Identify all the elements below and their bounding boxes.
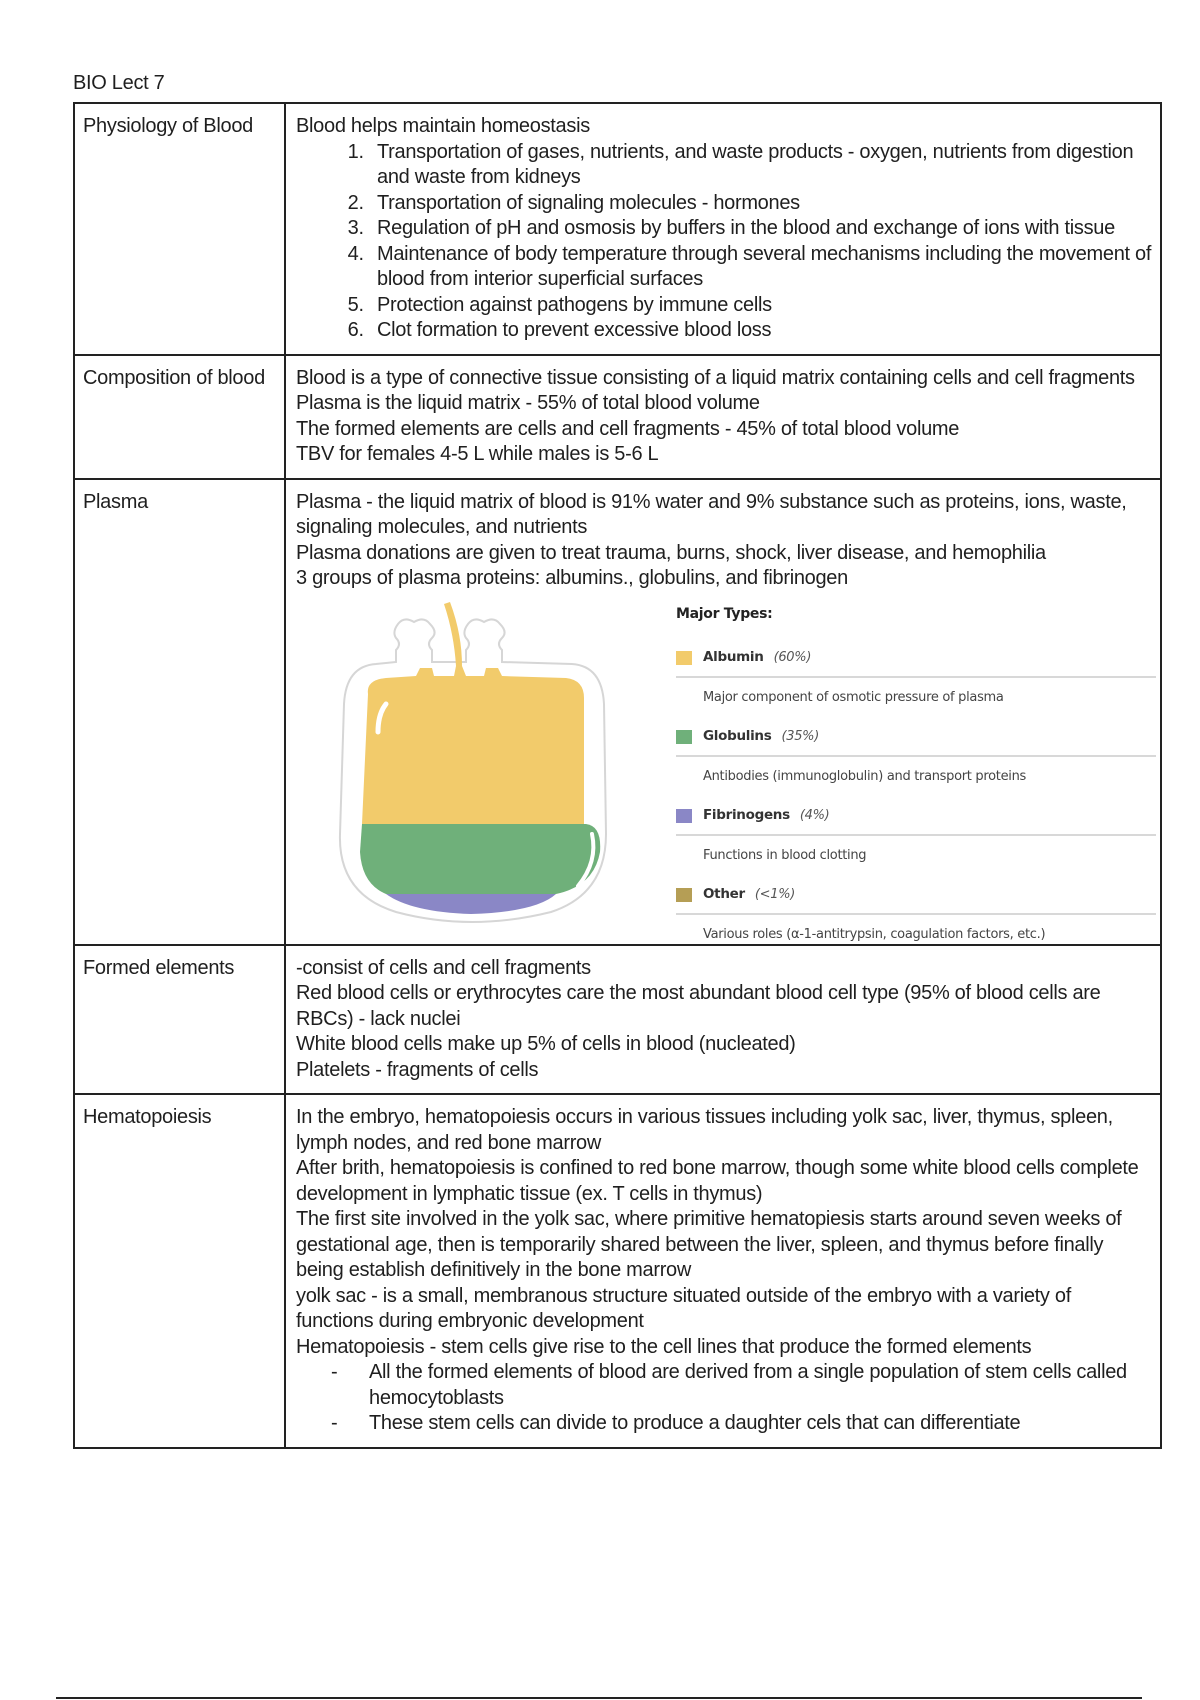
list-item: 3. Regulation of pH and osmosis by buffers in the blood and exchange of ions with tissue — [369, 216, 1152, 242]
page-bottom-rule — [56, 1697, 1142, 1699]
plasma-bag-illustration — [316, 594, 626, 924]
legend-item-albumin — [676, 645, 1156, 710]
row-label: Plasma — [74, 479, 285, 945]
text-line: Blood helps maintain homeostasis — [296, 115, 590, 137]
list-item: 1. Transportation of gases, nutrients, and waste products - oxygen, nutrients from digestion and waste from kidneys — [369, 140, 1152, 191]
notes-table — [73, 102, 1162, 1449]
text-line: Plasma donations are given to treat trauma, burns, shock, liver disease, and hemophilia — [296, 541, 1046, 564]
text-line: TBV for females 4-5 L while males is 5-6 L — [296, 443, 659, 465]
text-line: Plasma - the liquid matrix of blood is 91% water and 9% substance such as proteins, ions, waste, signaling molecules, and nutrients — [296, 490, 1127, 538]
text-line: Blood is a type of connective tissue consisting of a liquid matrix containing cells and cell fragments — [296, 366, 1135, 389]
list-item: 2. Transportation of signaling molecules - hormones — [369, 191, 1152, 217]
protein-legend — [676, 602, 1156, 962]
row-content — [285, 1094, 1161, 1448]
table-row — [74, 355, 1161, 479]
text-line: The first site involved in the yolk sac, where primitive hematopiesis starts around seven weeks of gestational age, then is temporarily shared between the liver, spleen, and thymus before finally being establish definitively in the bone marrow — [296, 1208, 1122, 1281]
list-item: 4. Maintenance of body temperature through several mechanisms including the movement of blood from interior superficial surfaces — [369, 242, 1152, 293]
table-row — [74, 479, 1161, 945]
legend-item-fibrinogens — [676, 803, 1156, 868]
legend-item-other — [676, 882, 1156, 947]
table-row — [74, 103, 1161, 355]
text-line: The formed elements are cells and cell fragments - 45% of total blood volume — [296, 417, 960, 440]
text-line: 3 groups of plasma proteins: albumins., globulins, and fibrinogen — [296, 567, 848, 589]
legend-description: Various roles (α-1-antitrypsin, coagulation factors, etc.) — [703, 926, 1046, 942]
numbered-list — [296, 140, 1152, 344]
legend-heading: Major Types: — [676, 605, 773, 622]
text-line: -consist of cells and cell fragments — [296, 956, 591, 979]
text-line: Plasma is the liquid matrix - 55% of total blood volume — [296, 392, 760, 414]
row-label: Hematopoiesis — [74, 1094, 285, 1448]
fibrinogens-swatch-icon — [676, 809, 692, 823]
text-line: Platelets - fragments of cells — [296, 1058, 539, 1081]
row-label: Physiology of Blood — [74, 103, 285, 355]
text-line: After brith, hematopoiesis is confined to red bone marrow, though some white blood cells complete development in lymphatic tissue (ex. T cells in thymus) — [296, 1157, 1139, 1205]
row-content — [285, 103, 1161, 355]
list-item: 5. Protection against pathogens by immune cells — [369, 293, 1152, 319]
legend-name: Other — [703, 886, 745, 902]
row-content — [285, 479, 1161, 945]
text-line: White blood cells make up 5% of cells in blood (nucleated) — [296, 1033, 796, 1055]
text-line: yolk sac - is a small, membranous structure situated outside of the embryo with a variety of functions during embryonic development — [296, 1284, 1071, 1332]
albumin-swatch-icon — [676, 651, 692, 665]
legend-description: Major component of osmotic pressure of plasma — [703, 689, 1004, 705]
row-label: Composition of blood — [74, 355, 285, 479]
list-item: - These stem cells can divide to produce a daughter cels that can differentiate — [369, 1411, 1152, 1437]
row-content — [285, 355, 1161, 479]
legend-item-globulins — [676, 724, 1156, 789]
legend-name: Albumin — [703, 649, 764, 665]
globulins-swatch-icon — [676, 730, 692, 744]
legend-description: Antibodies (immunoglobulin) and transport proteins — [703, 768, 1027, 784]
legend-name: Fibrinogens — [703, 807, 790, 823]
row-content — [285, 945, 1161, 1095]
list-item: 6. Clot formation to prevent excessive blood loss — [369, 318, 1152, 344]
legend-name: Globulins — [703, 728, 772, 744]
table-row — [74, 945, 1161, 1095]
plasma-proteins-figure — [296, 594, 1152, 942]
other-swatch-icon — [676, 888, 692, 902]
document-title: BIO Lect 7 — [73, 72, 165, 94]
table-row — [74, 1094, 1161, 1448]
row-label: Formed elements — [74, 945, 285, 1095]
list-item: - All the formed elements of blood are derived from a single population of stem cells called hemocytoblasts — [369, 1360, 1152, 1411]
legend-description: Functions in blood clotting — [703, 847, 867, 863]
legend-percent: (<1%) — [754, 887, 796, 902]
dash-list — [296, 1360, 1152, 1437]
legend-percent: (4%) — [799, 808, 830, 823]
legend-percent: (60%) — [773, 650, 812, 665]
text-line: Hematopoiesis - stem cells give rise to the cell lines that produce the formed elements — [296, 1335, 1032, 1358]
text-line: In the embryo, hematopoiesis occurs in various tissues including yolk sac, liver, thymus, spleen, lymph nodes, and red bone marrow — [296, 1106, 1113, 1154]
legend-percent: (35%) — [781, 729, 820, 744]
text-line: Red blood cells or erythrocytes care the most abundant blood cell type (95% of blood cells are RBCs) - lack nuclei — [296, 982, 1101, 1030]
